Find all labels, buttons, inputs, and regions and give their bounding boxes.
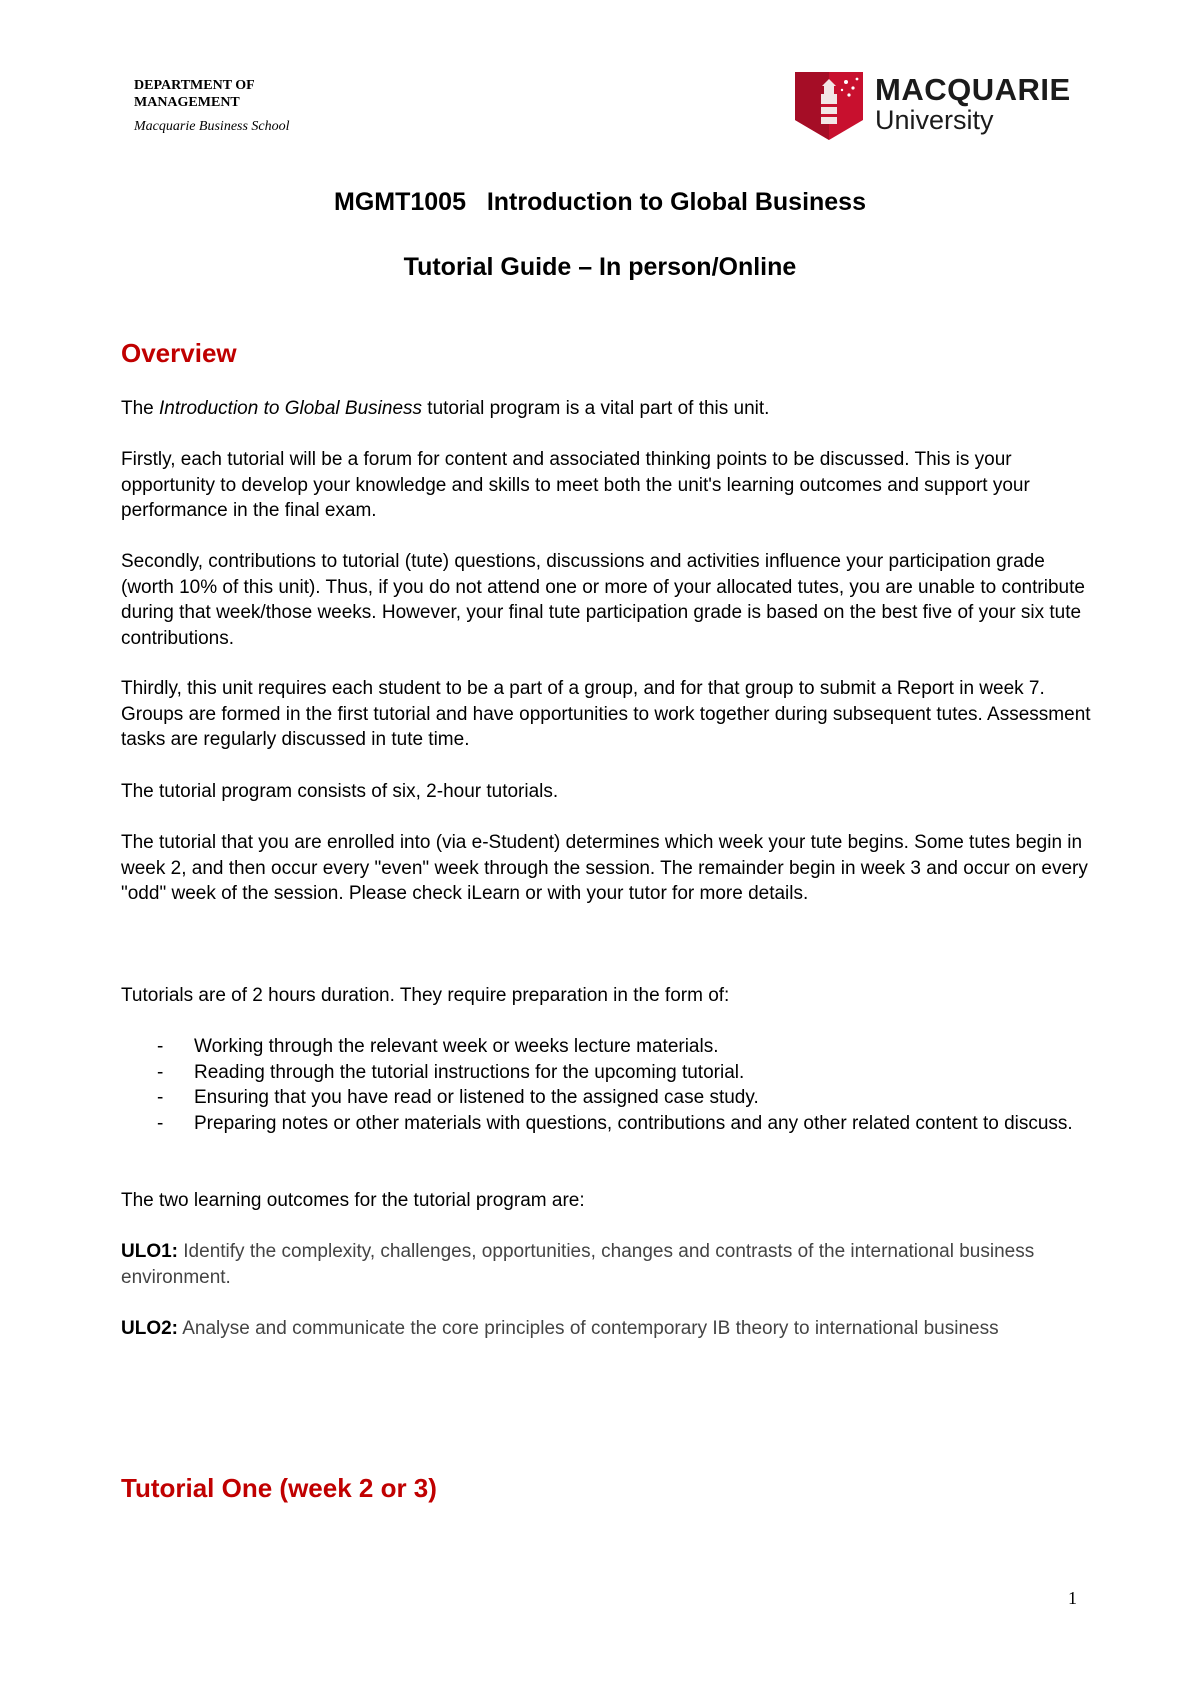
paragraph-program: The tutorial program consists of six, 2-hour tutorials. xyxy=(121,781,559,802)
paragraph-outcomes: The two learning outcomes for the tutorial program are: xyxy=(121,1190,585,1211)
bullet-marker: - xyxy=(157,1112,164,1134)
list-item-text: Working through the relevant week or weeks lecture materials. xyxy=(194,1036,719,1057)
logo-word-university: University xyxy=(875,105,994,135)
paragraph-duration: Tutorials are of 2 hours duration. They require preparation in the form of: xyxy=(121,985,730,1006)
paragraph-enrolled: The tutorial that you are enrolled into (via e-Student) determines which week your tute begins. Some tutes begin in week 2, and then occur every "even" week through the session. The remainder begin in week 3 and occur on every "odd" week of the session. Please check iLearn or with your tutor for more details. xyxy=(121,832,1088,904)
ulo1-text: Identify the complexity, challenges, opportunities, changes and contrasts of the international business environment. xyxy=(121,1241,1035,1288)
unit-title: MGMT1005 Introduction to Global Business xyxy=(334,188,866,216)
list-item-text: Reading through the tutorial instructions for the upcoming tutorial. xyxy=(194,1061,745,1083)
paragraph-secondly: Secondly, contributions to tutorial (tute) questions, discussions and activities influence your participation grade (worth 10% of this unit). Thus, if you do not attend one or more of your allocated tutes, you are unable to contribute during that week/those weeks. However, your final tute participation grade is based on the best five of your six tute contributions. xyxy=(121,551,1085,649)
intro-italic-title: Introduction to Global Business xyxy=(159,398,423,419)
department-header xyxy=(134,77,290,135)
list-item-text: Preparing notes or other materials with questions, contributions and any other related content to discuss. xyxy=(194,1112,1073,1134)
bullet-marker: - xyxy=(157,1087,164,1108)
intro-prefix: The xyxy=(121,398,160,419)
ulo2 xyxy=(121,1316,1096,1342)
tutorial-one-heading: Tutorial One (week 2 or 3) xyxy=(121,1473,437,1503)
school-name: Macquarie Business School xyxy=(134,119,290,134)
guide-title: Tutorial Guide – In person/Online xyxy=(403,253,797,281)
logo-word-macquarie: MACQUARIE xyxy=(875,72,1071,107)
ulo1 xyxy=(121,1239,1096,1290)
bullet-marker: - xyxy=(157,1061,164,1083)
paragraph-thirdly: Thirdly, this unit requires each student to be a part of a group, and for that group to submit a Report in week 7. Groups are formed in the first tutorial and have opportunities to work together during subsequent tutes. Assessment tasks are regularly discussed in tute time. xyxy=(121,678,1091,750)
ulo1-label: ULO1: xyxy=(121,1241,178,1262)
bullet-marker: - xyxy=(157,1036,164,1057)
lighthouse-shield-icon xyxy=(791,70,867,142)
list-item xyxy=(121,1034,1081,1060)
overview-heading: Overview xyxy=(121,338,237,368)
overview-intro xyxy=(121,396,1096,422)
paragraph-firstly: Firstly, each tutorial will be a forum for content and associated thinking points to be discussed. This is your opportunity to develop your knowledge and skills to meet both the unit's learning outcomes and support your performance in the final exam. xyxy=(121,449,1030,521)
intro-suffix: tutorial program is a vital part of this unit. xyxy=(422,398,770,419)
ulo2-label: ULO2: xyxy=(121,1318,178,1339)
list-item xyxy=(121,1060,1081,1086)
department-line-2: MANAGEMENT xyxy=(134,95,240,110)
ulo2-text: Analyse and communicate the core principles of contemporary IB theory to international business xyxy=(178,1318,999,1339)
preparation-list xyxy=(121,1034,1081,1136)
list-item xyxy=(121,1111,1081,1137)
macquarie-logo xyxy=(791,70,1071,142)
department-line-1: DEPARTMENT OF xyxy=(134,78,255,93)
intro-paragraph xyxy=(121,396,1096,422)
page-number: 1 xyxy=(1068,1588,1077,1608)
list-item xyxy=(121,1085,1081,1111)
list-item-text: Ensuring that you have read or listened to the assigned case study. xyxy=(194,1087,759,1108)
